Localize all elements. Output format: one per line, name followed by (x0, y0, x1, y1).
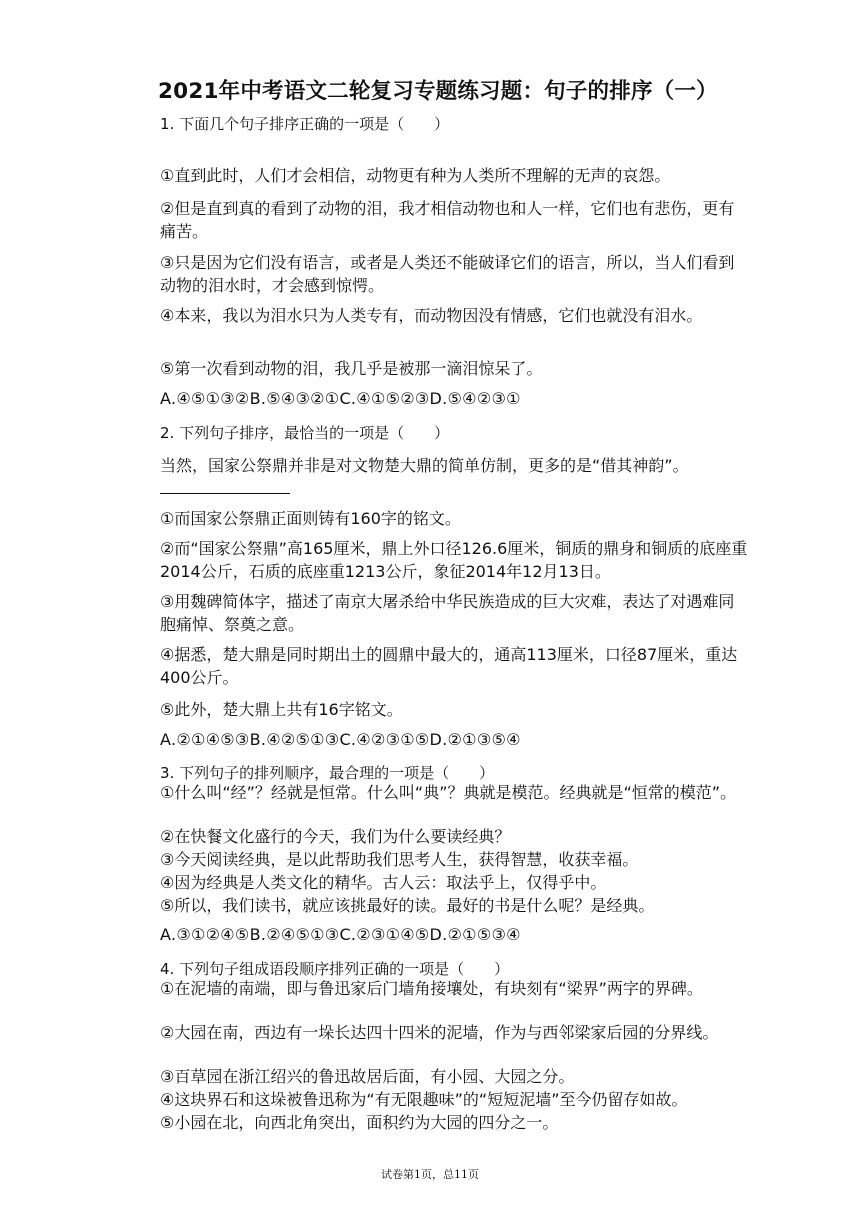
page-footer: 试卷第1页，总11页 (381, 1168, 479, 1181)
answer-blank (160, 478, 290, 494)
question-1-sentence-4: ④本来，我以为泪水只为人类专有，而动物因没有情感，它们也就没有泪水。 (160, 306, 703, 325)
question-3-stem: 3. 下列句子的排列顺序，最合理的一项是（ ） (160, 764, 495, 782)
question-1-options: A.④⑤①③②B.⑤④③②①C.④①⑤②③D.⑤④②③① (160, 389, 521, 408)
question-2-sentence-1: ①而国家公祭鼎正面则铸有160字的铭文。 (160, 509, 461, 528)
question-3-sentence-4: ④因为经典是人类文化的精华。古人云：取法乎上，仅得乎中。 (160, 873, 607, 892)
question-1-sentence-1: ①直到此时，人们才会相信，动物更有种为人类所不理解的无声的哀怨。 (160, 166, 671, 185)
question-4-sentence-5: ⑤小园在北，向西北角突出，面积约为大园的四分之一。 (160, 1113, 559, 1132)
document-title: 2021年中考语文二轮复习专题练习题：句子的排序（一） (158, 79, 718, 104)
question-3-sentence-5: ⑤所以，我们读书，就应该挑最好的读。最好的书是什么呢？是经典。 (160, 896, 655, 915)
question-3-sentence-1: ①什么叫“经”？经就是恒常。什么叫“典”？典就是模范。经典就是“恒常的模范”。 (160, 783, 737, 802)
question-3-sentence-2: ②在快餐文化盛行的今天，我们为什么要读经典？ (160, 827, 511, 846)
question-1-sentence-2: ②但是直到真的看到了动物的泪，我才相信动物也和人一样，它们也有悲伤，更有痛苦。 (160, 199, 735, 241)
question-1-sentence-3: ③只是因为它们没有语言，或者是人类还不能破译它们的语言，所以，当人们看到动物的泪水时，才会感到惊愕。 (160, 253, 735, 295)
question-2-options: A.②①④⑤③B.④②⑤①③C.④②③①⑤D.②①③⑤④ (160, 730, 521, 749)
question-2-stem: 2. 下列句子排序，最恰当的一项是（ ） (160, 424, 450, 442)
question-1-stem: 1. 下面几个句子排序正确的一项是（ ） (160, 115, 450, 133)
question-2-sentence-3: ③用魏碑简体字，描述了南京大屠杀给中华民族造成的巨大灾难，表达了对遇难同胞痛悼、祭奠之意。 (160, 592, 735, 634)
question-4-sentence-3: ③百草园在浙江绍兴的鲁迅故居后面，有小园、大园之分。 (160, 1067, 575, 1086)
question-3-sentence-3: ③今天阅读经典，是以此帮助我们思考人生，获得智慧，收获幸福。 (160, 850, 639, 869)
question-4-sentence-4: ④这块界石和这垛被鲁迅称为“有无限趣味”的“短短泥墙”至今仍留存如故。 (160, 1090, 688, 1109)
question-2-sentence-5: ⑤此外，楚大鼎上共有16字铭文。 (160, 700, 403, 719)
question-2-sentence-4: ④据悉，楚大鼎是同时期出土的圆鼎中最大的，通高113厘米，口径87厘米，重达400公斤。 (160, 645, 738, 687)
question-2-intro: 当然，国家公祭鼎并非是对文物楚大鼎的简单仿制，更多的是“借其神韵”。 (160, 456, 689, 475)
question-1-sentence-5: ⑤第一次看到动物的泪，我几乎是被那一滴泪惊呆了。 (160, 359, 543, 378)
question-4-sentence-2: ②大园在南，西边有一垛长达四十四米的泥墙，作为与西邻梁家后园的分界线。 (160, 1023, 719, 1042)
question-3-options: A.③①②④⑤B.②④⑤①③C.②③①④⑤D.②①⑤③④ (160, 925, 521, 944)
question-4-stem: 4. 下列句子组成语段顺序排列正确的一项是（ ） (160, 960, 510, 978)
question-2-sentence-2: ②而“国家公祭鼎”高165厘米，鼎上外口径126.6厘米，铜质的鼎身和铜质的底座重2014公斤，石质的底座重1213公斤，象征2014年12月13日。 (160, 539, 748, 581)
question-4-sentence-1: ①在泥墙的南端，即与鲁迅家后门墙角接壤处，有块刻有“梁界”两字的界碑。 (160, 979, 703, 998)
